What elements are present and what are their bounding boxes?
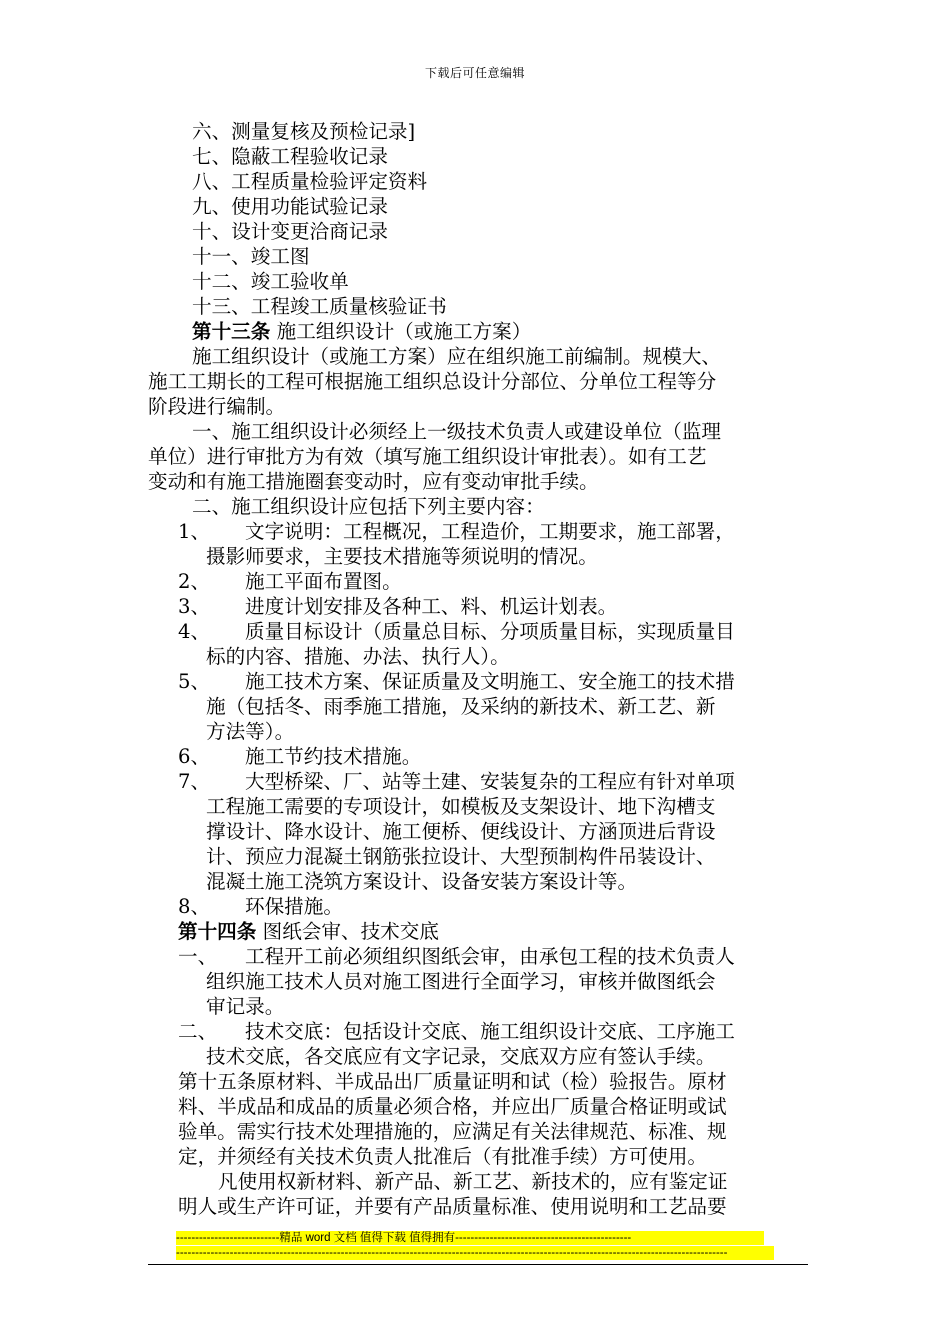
item-text: 大型桥梁、厂、站等土建、安装复杂的工程应有针对单项 <box>245 770 735 793</box>
item-continuation: 审记录。 <box>206 995 285 1018</box>
article-13-heading <box>192 320 852 344</box>
numbered-item <box>178 620 838 644</box>
footer-rule <box>148 1264 808 1265</box>
article-13-title: 施工组织设计（或施工方案） <box>270 320 532 343</box>
numbered-item <box>178 895 838 919</box>
item-continuation: 计、预应力混凝土钢筋张拉设计、大型预制构件吊装设计、 <box>206 845 716 868</box>
paragraph-line: 二、施工组织设计应包括下列主要内容： <box>192 495 545 518</box>
numbered-item <box>178 595 838 619</box>
article-13-number: 第十三条 <box>192 320 271 343</box>
article-14-title: 图纸会审、技术交底 <box>256 920 439 943</box>
item-number: 6、 <box>178 745 211 768</box>
numbered-item <box>178 745 838 769</box>
numbered-item <box>178 770 838 794</box>
item-continuation: 施（包括冬、雨季施工措施，及采纳的新技术、新工艺、新 <box>206 695 716 718</box>
item-number: 一、 <box>178 945 218 968</box>
page-header: 下载后可任意编辑 <box>424 66 525 80</box>
paragraph-line: 第十五条原材料、半成品出厂质量证明和试（检）验报告。原材 <box>178 1070 727 1093</box>
numbered-item <box>178 1020 838 1044</box>
record-list-item: 十二、竣工验收单 <box>192 270 349 293</box>
footer-watermark-line-1: ---------------------------精品 word 文档 值得下载 值得拥有---------------------------------------------- <box>176 1231 764 1245</box>
item-number: 7、 <box>178 770 211 793</box>
paragraph-line: 验单。需实行技术处理措施的，应满足有关法律规范、标准、规 <box>178 1120 727 1143</box>
item-continuation: 标的内容、措施、办法、执行人）。 <box>206 645 510 668</box>
item-number: 2、 <box>178 570 211 593</box>
record-list-item: 九、使用功能试验记录 <box>192 195 388 218</box>
item-continuation: 摄影师要求，主要技术措施等须说明的情况。 <box>206 545 598 568</box>
item-continuation: 方法等）。 <box>206 720 295 743</box>
paragraph-line: 凡使用权新材料、新产品、新工艺、新技术的，应有鉴定证 <box>218 1170 728 1193</box>
paragraph-line: 明人或生产许可证，并要有产品质量标准、使用说明和工艺品要 <box>178 1195 727 1218</box>
record-list-item: 六、测量复核及预检记录] <box>192 120 416 143</box>
paragraph-line: 一、施工组织设计必须经上一级技术负责人或建设单位（监理 <box>192 420 722 443</box>
item-continuation: 撑设计、降水设计、施工便桥、便线设计、方涵顶进后背设 <box>206 820 716 843</box>
item-continuation: 技术交底，各交底应有文字记录，交底双方应有签认手续。 <box>206 1045 716 1068</box>
footer-watermark-line-2: ------------------------------------------------------------------------------------------------------------------------------------------------ <box>176 1246 774 1260</box>
article-14-heading <box>178 920 838 944</box>
paragraph-line: 变动和有施工措施圈套变动时，应有变动审批手续。 <box>148 470 599 493</box>
item-number: 二、 <box>178 1020 218 1043</box>
item-number: 8、 <box>178 895 211 918</box>
record-list-item: 八、工程质量检验评定资料 <box>192 170 428 193</box>
item-continuation: 工程施工需要的专项设计，如模板及支架设计、地下沟槽支 <box>206 795 716 818</box>
item-text: 工程开工前必须组织图纸会审，由承包工程的技术负责人 <box>245 945 735 968</box>
record-list-item: 十一、竣工图 <box>192 245 310 268</box>
item-number: 5、 <box>178 670 211 693</box>
item-number: 1、 <box>178 520 211 543</box>
paragraph-line: 施工组织设计（或施工方案）应在组织施工前编制。规模大、 <box>192 345 722 368</box>
item-text: 施工平面布置图。 <box>245 570 402 593</box>
numbered-item <box>178 670 838 694</box>
item-continuation: 组织施工技术人员对施工图进行全面学习，审核并做图纸会 <box>206 970 716 993</box>
paragraph-line: 施工工期长的工程可根据施工组织总设计分部位、分单位工程等分 <box>148 370 717 393</box>
item-text: 文字说明：工程概况，工程造价，工期要求，施工部署， <box>245 520 735 543</box>
paragraph-line: 单位）进行审批方为有效（填写施工组织设计审批表）。如有工艺 <box>148 445 707 468</box>
item-text: 施工节约技术措施。 <box>245 745 422 768</box>
item-text: 施工技术方案、保证质量及文明施工、安全施工的技术措 <box>245 670 735 693</box>
article-14-number: 第十四条 <box>178 920 257 943</box>
record-list-item: 十三、工程竣工质量核验证书 <box>192 295 447 318</box>
paragraph-line: 料、半成品和成品的质量必须合格，并应出厂质量合格证明或试 <box>178 1095 727 1118</box>
paragraph-line: 阶段进行编制。 <box>148 395 286 418</box>
item-text: 技术交底：包括设计交底、施工组织设计交底、工序施工 <box>245 1020 735 1043</box>
numbered-item <box>178 570 838 594</box>
numbered-item <box>178 945 838 969</box>
record-list-item: 七、隐蔽工程验收记录 <box>192 145 388 168</box>
item-text: 进度计划安排及各种工、料、机运计划表。 <box>245 595 618 618</box>
paragraph-line: 定，并须经有关技术负责人批准后（有批准手续）方可使用。 <box>178 1145 708 1168</box>
numbered-item <box>178 520 838 544</box>
item-continuation: 混凝土施工浇筑方案设计、设备安装方案设计等。 <box>206 870 638 893</box>
record-list-item: 十、设计变更洽商记录 <box>192 220 388 243</box>
item-text: 环保措施。 <box>245 895 343 918</box>
item-number: 4、 <box>178 620 211 643</box>
item-number: 3、 <box>178 595 211 618</box>
item-text: 质量目标设计（质量总目标、分项质量目标，实现质量目 <box>245 620 735 643</box>
